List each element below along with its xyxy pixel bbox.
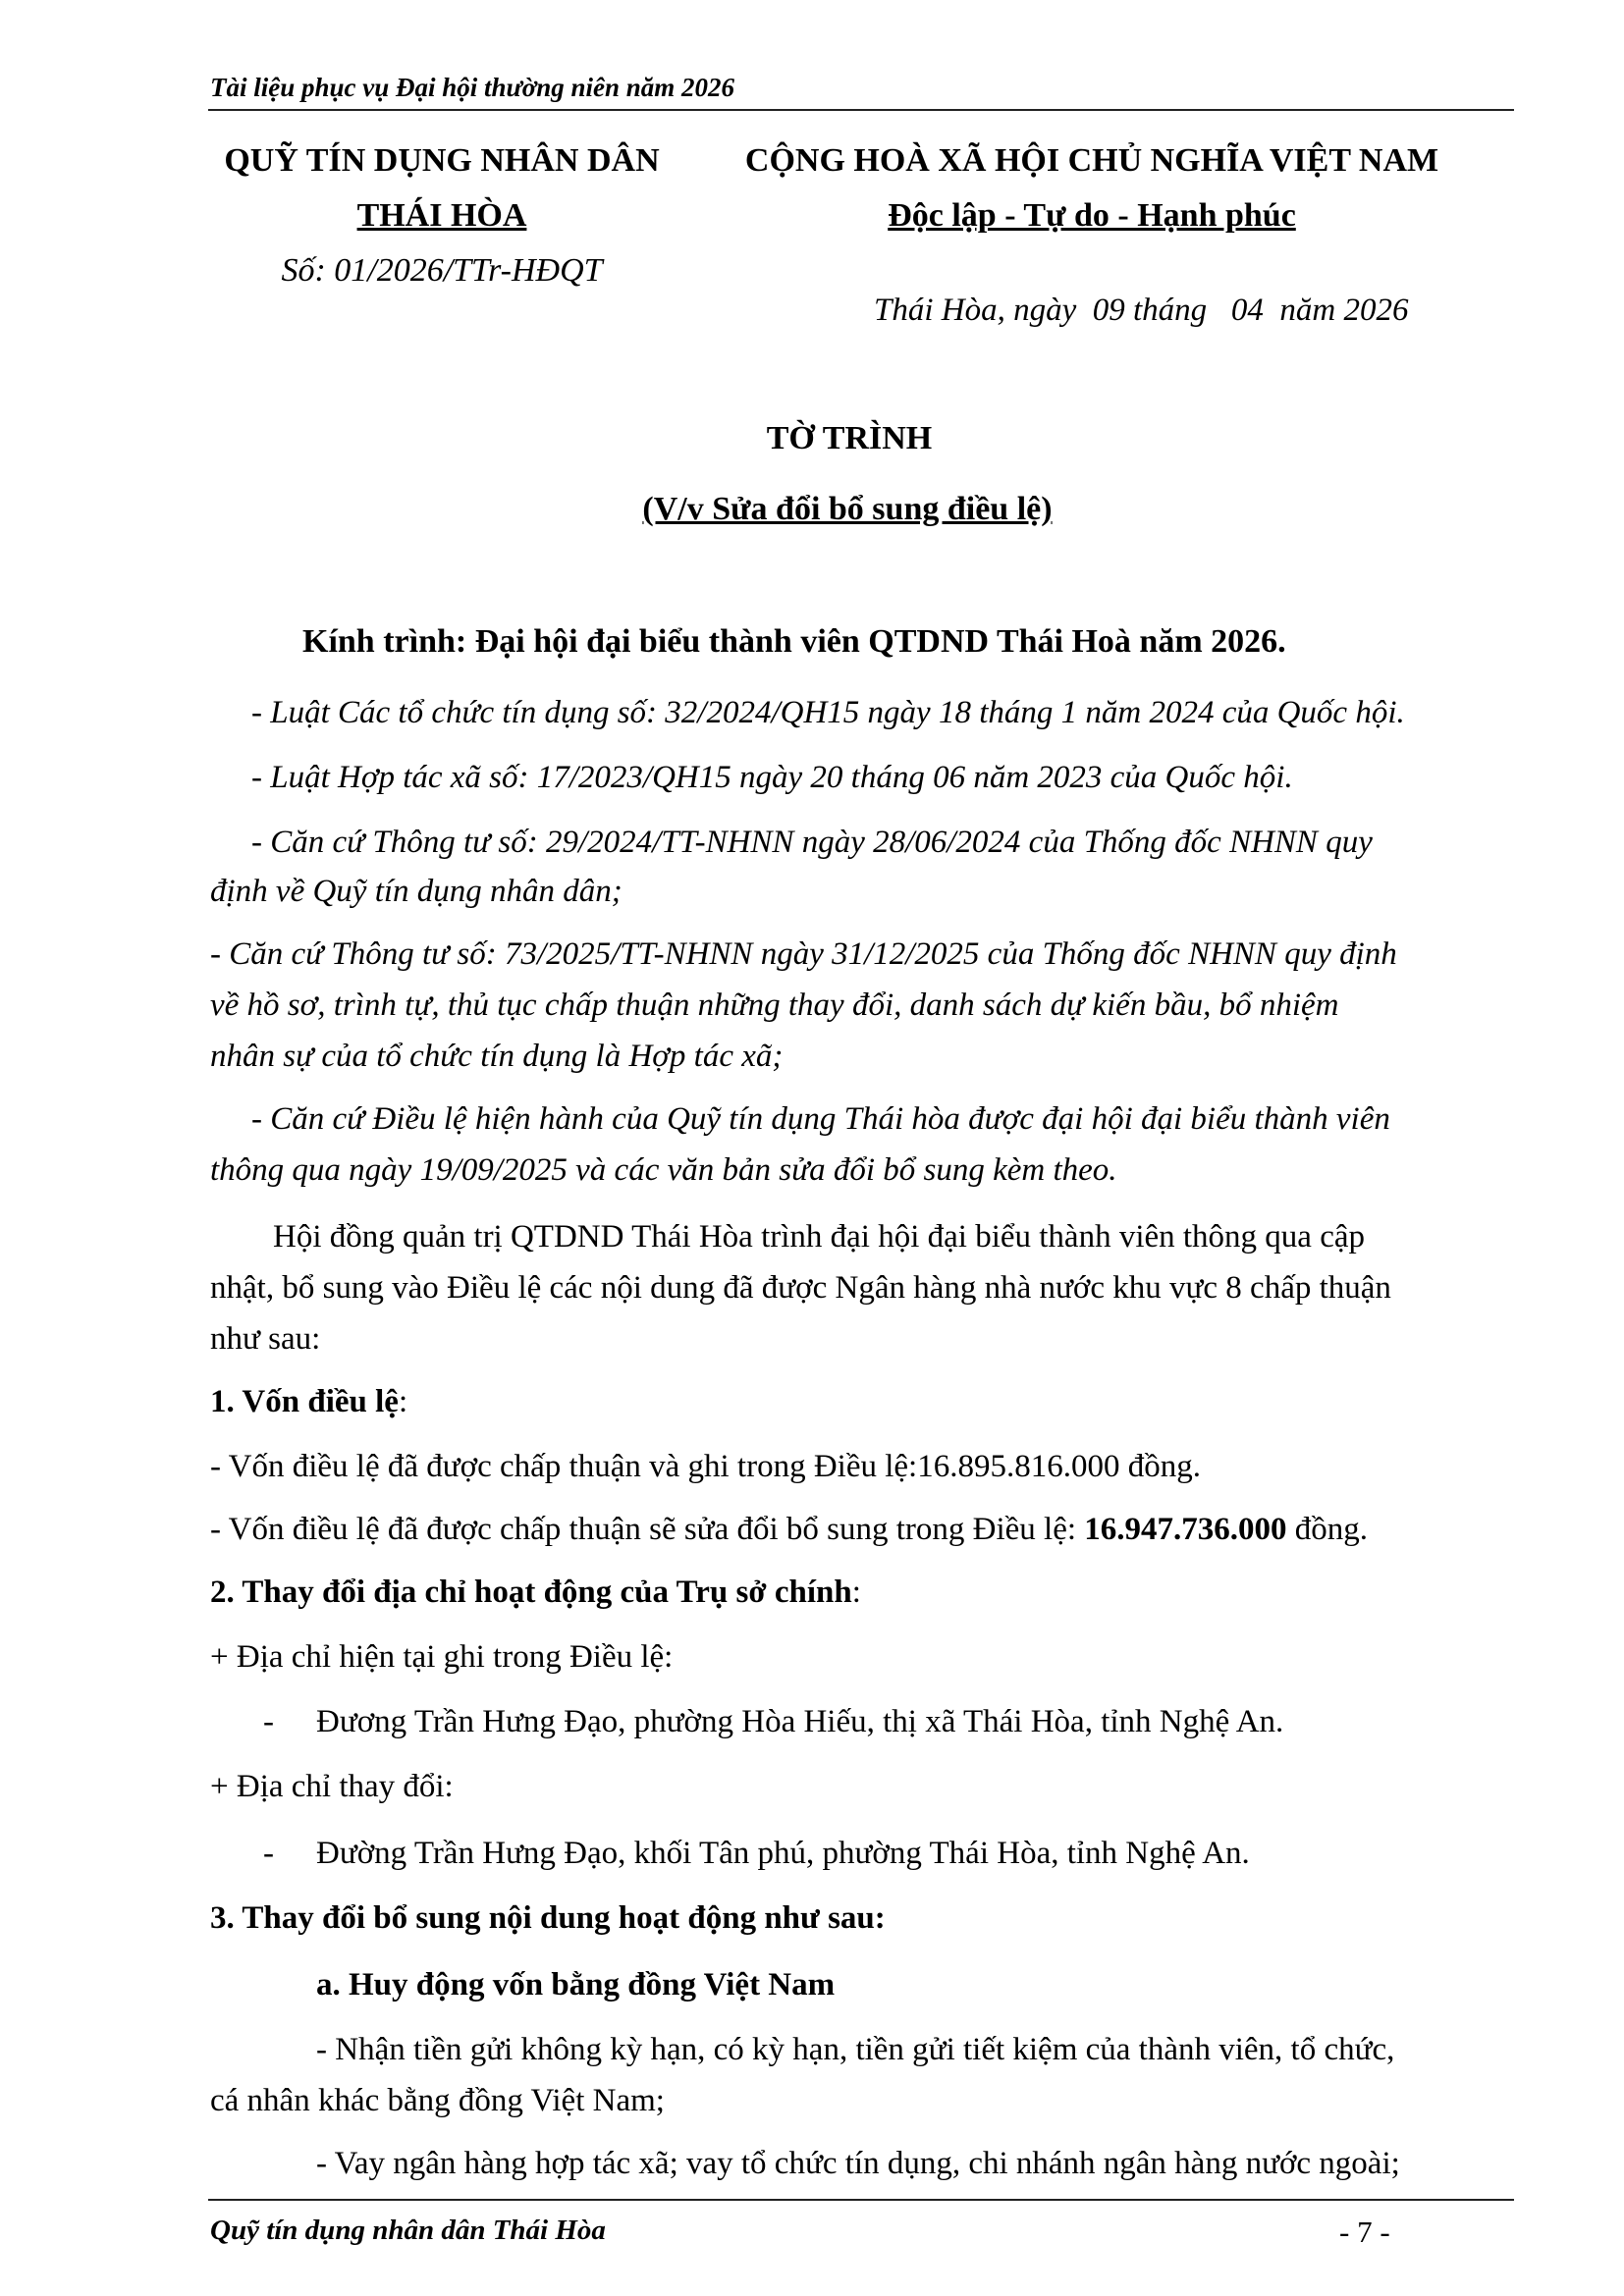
legal-basis-1: - Luật Các tổ chức tín dụng số: 32/2024/QH15 ngày 18 tháng 1 năm 2024 của Quốc hội. xyxy=(251,695,1405,730)
legal-basis-5: - Căn cứ Điều lệ hiện hành của Quỹ tín dụng Thái hòa được đại hội đại biểu thành viên xyxy=(251,1101,1390,1137)
section-3a-heading: a. Huy động vốn bằng đồng Việt Nam xyxy=(316,1967,836,2002)
section-2-heading xyxy=(210,1571,861,1614)
intro-line-3: như sau: xyxy=(210,1321,321,1357)
new-address-label: + Địa chỉ thay đổi: xyxy=(210,1769,454,1804)
section-2-heading-colon: : xyxy=(851,1575,861,1610)
footer-rule xyxy=(208,2199,1514,2201)
document-subtitle xyxy=(196,491,1502,528)
charter-capital-current: - Vốn điều lệ đã được chấp thuận và ghi trong Điều lệ:16.895.816.000 đồng. xyxy=(210,1449,1201,1484)
section-3a-line-2: cá nhân khác bằng đồng Việt Nam; xyxy=(210,2083,665,2118)
national-motto: Độc lập - Tự do - Hạnh phúc xyxy=(888,197,1296,234)
current-address: Đương Trần Hưng Đạo, phường Hòa Hiếu, thị xã Thái Hòa, tỉnh Nghệ An. xyxy=(316,1704,1284,1739)
date-line: Thái Hòa, ngày 09 tháng 04 năm 2026 xyxy=(874,293,1409,328)
current-address-label: + Địa chỉ hiện tại ghi trong Điều lệ: xyxy=(210,1639,674,1675)
legal-basis-3-cont: định về Quỹ tín dụng nhân dân; xyxy=(210,874,623,909)
addressee: Kính trình: Đại hội đại biểu thành viên QTDND Thái Hoà năm 2026. xyxy=(302,623,1286,660)
section-3-heading: 3. Thay đổi bổ sung nội dung hoạt động như sau: xyxy=(210,1900,886,1936)
section-3a-line-1: - Nhận tiền gửi không kỳ hạn, có kỳ hạn, tiền gửi tiết kiệm của thành viên, tổ chức, xyxy=(316,2032,1395,2067)
charter-capital-new xyxy=(210,1508,1368,1551)
section-1-heading-colon: : xyxy=(398,1384,408,1419)
new-address-dash: - xyxy=(263,1836,274,1871)
intro-line-1: Hội đồng quản trị QTDND Thái Hòa trình đại hội đại biểu thành viên thông qua cập xyxy=(273,1219,1365,1255)
issuer-branch: THÁI HÒA xyxy=(356,197,527,234)
national-name: CỘNG HOÀ XÃ HỘI CHỦ NGHĨA VIỆT NAM xyxy=(744,142,1439,179)
charter-capital-new-amount: 16.947.736.000 xyxy=(1084,1512,1287,1547)
document-number: Số: 01/2026/TTr-HĐQT xyxy=(281,252,603,289)
new-address: Đường Trần Hưng Đạo, khối Tân phú, phường Thái Hòa, tỉnh Nghệ An. xyxy=(316,1836,1250,1871)
issuer-block xyxy=(196,133,687,298)
current-address-dash: - xyxy=(263,1704,274,1739)
charter-capital-new-prefix: - Vốn điều lệ đã được chấp thuận sẽ sửa đổi bổ sung trong Điều lệ: xyxy=(210,1512,1085,1547)
intro-line-2: nhật, bổ sung vào Điều lệ các nội dung đã được Ngân hàng nhà nước khu vực 8 chấp thuận xyxy=(210,1270,1391,1306)
section-3a-line-3: - Vay ngân hàng hợp tác xã; vay tổ chức tín dụng, chi nhánh ngân hàng nước ngoài; xyxy=(316,2146,1400,2181)
footer-organization: Quỹ tín dụng nhân dân Thái Hòa xyxy=(210,2215,606,2246)
page-number: - 7 - xyxy=(1339,2215,1390,2249)
document-subtitle-text: (V/v Sửa đổi bổ sung điều lệ) xyxy=(642,491,1053,527)
document-title: TỜ TRÌNH xyxy=(766,420,933,456)
section-2-heading-text: 2. Thay đổi địa chỉ hoạt động của Trụ sở chính xyxy=(210,1575,852,1610)
legal-basis-4-cont-2: nhân sự của tổ chức tín dụng là Hợp tác xã; xyxy=(210,1039,784,1074)
running-head: Tài liệu phục vụ Đại hội thường niên năm 2026 xyxy=(210,73,735,102)
legal-basis-2: - Luật Hợp tác xã số: 17/2023/QH15 ngày 20 tháng 06 năm 2023 của Quốc hội. xyxy=(251,760,1293,795)
legal-basis-5-cont: thông qua ngày 19/09/2025 và các văn bản sửa đổi bổ sung kèm theo. xyxy=(210,1152,1117,1188)
legal-basis-3: - Căn cứ Thông tư số: 29/2024/TT-NHNN ngày 28/06/2024 của Thống đốc NHNN quy xyxy=(251,825,1373,860)
section-1-heading xyxy=(210,1380,407,1423)
national-motto-block xyxy=(709,133,1475,243)
legal-basis-4-cont-1: về hồ sơ, trình tự, thủ tục chấp thuận những thay đổi, danh sách dự kiến bầu, bổ nhiệm xyxy=(210,988,1339,1023)
issuer-name: QUỸ TÍN DỤNG NHÂN DÂN xyxy=(224,142,660,179)
section-1-heading-text: 1. Vốn điều lệ xyxy=(210,1384,399,1419)
charter-capital-new-suffix: đồng. xyxy=(1286,1512,1369,1547)
header-rule xyxy=(208,109,1514,111)
legal-basis-4: - Căn cứ Thông tư số: 73/2025/TT-NHNN ngày 31/12/2025 của Thống đốc NHNN quy định xyxy=(210,936,1397,972)
